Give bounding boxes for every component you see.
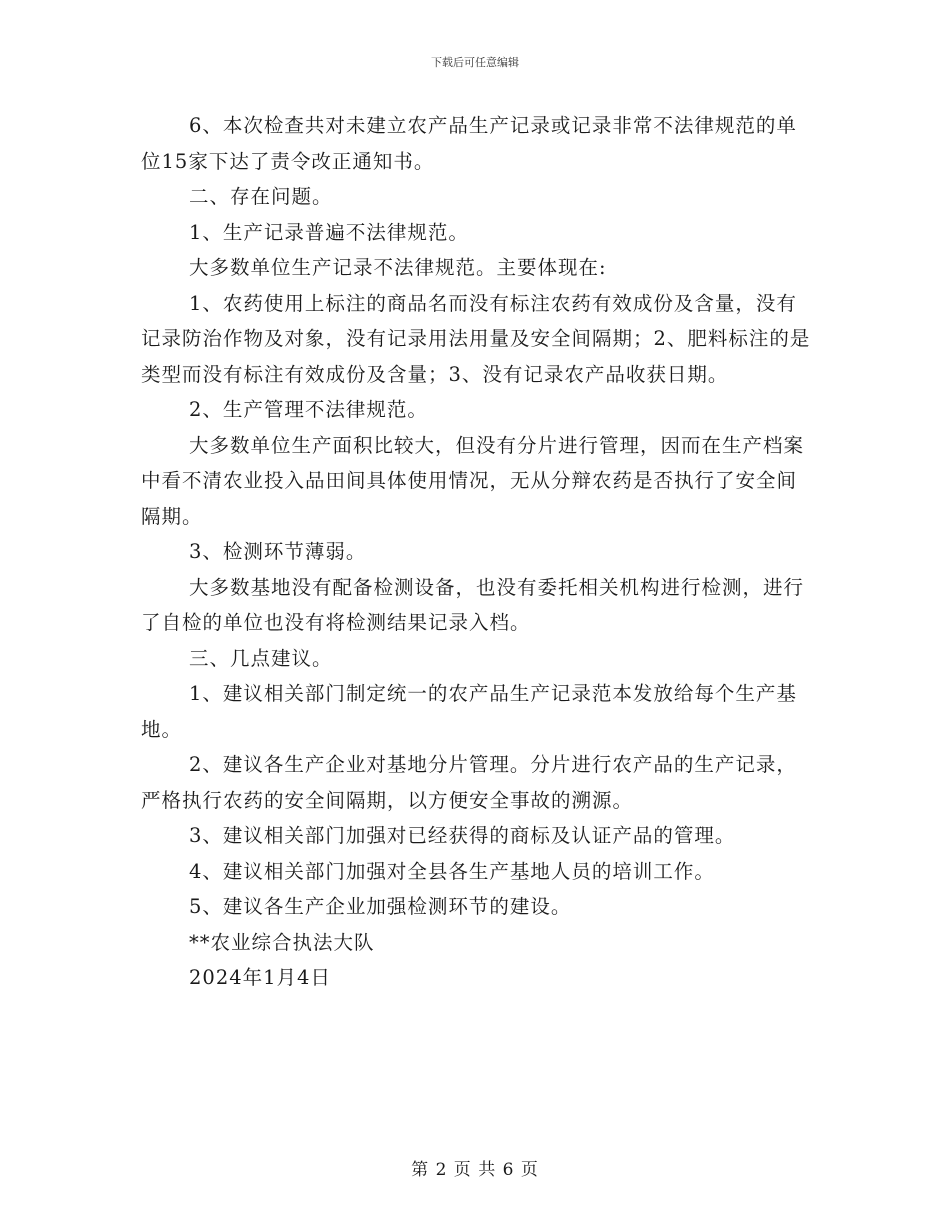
paragraph-testing: 大多数基地没有配备检测设备，也没有委托相关机构进行检测，进行了自检的单位也没有将检测结果记录入档。 [141, 575, 805, 634]
subheading-testing: 3、检测环节薄弱。 [189, 540, 367, 563]
section-heading-suggestions: 三、几点建议。 [189, 646, 333, 670]
page-header: 下载后可任意编辑 [431, 56, 519, 69]
paragraph-records-details: 1、农药使用上标注的商品名而没有标注农药有效成份及含量，没有记录防治作物及对象，没有记录用法用量及安全间隔期；2、肥料标注的是类型而没有标注有效成份及含量；3、没有记录农产品收获日期。 [141, 291, 811, 386]
signature-organization: **农业综合执法大队 [189, 930, 375, 954]
suggestion-5: 5、建议各生产企业加强检测环节的建设。 [189, 895, 572, 918]
section-heading-problems: 二、存在问题。 [189, 185, 333, 208]
subheading-records: 1、生产记录普遍不法律规范。 [189, 220, 469, 244]
paragraph-records-summary: 大多数单位生产记录不法律规范。主要体现在: [189, 256, 607, 279]
paragraph-management: 大多数单位生产面积比较大，但没有分片进行管理，因而在生产档案中看不清农业投入品田间具体使用情况，无从分辩农药是否执行了安全间隔期。 [141, 433, 805, 528]
signature-date: 2024年1月4日 [189, 966, 331, 989]
paragraph-item-6-notice: 6、本次检查共对未建立农产品生产记录或记录非常不法律规范的单位15家下达了责令改正通知书。 [141, 114, 797, 173]
document-body [141, 108, 813, 996]
suggestion-3: 3、建议相关部门加强对已经获得的商标及认证产品的管理。 [189, 824, 736, 847]
page-footer: 第 2 页 共 6 页 [411, 1160, 539, 1180]
suggestion-2: 2、建议各生产企业对基地分片管理。分片进行农产品的生产记录，严格执行农药的安全间隔期，以方便安全事故的溯源。 [141, 753, 797, 812]
suggestion-1: 1、建议相关部门制定统一的农产品生产记录范本发放给每个生产基地。 [141, 682, 797, 741]
suggestion-4: 4、建议相关部门加强对全县各生产基地人员的培训工作。 [189, 859, 715, 883]
subheading-management: 2、生产管理不法律规范。 [189, 398, 428, 421]
